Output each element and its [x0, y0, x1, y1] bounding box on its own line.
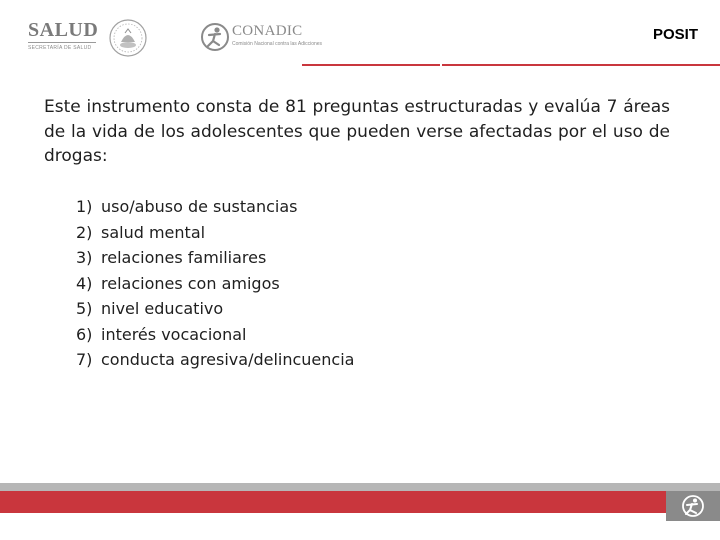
header-divider-left [302, 64, 440, 66]
area-number: 6) [76, 324, 93, 344]
area-item [76, 296, 354, 322]
footer-figure-icon [679, 494, 707, 518]
footer-bar [0, 491, 666, 513]
page-title: POSIT [652, 26, 698, 43]
salud-logo-text: SALUD [28, 19, 99, 41]
area-number: 4) [76, 273, 93, 293]
area-item [76, 220, 354, 246]
area-number: 2) [76, 222, 93, 242]
conadic-logo-text: CONADIC [232, 23, 303, 39]
area-item [76, 347, 354, 373]
intro-paragraph: Este instrumento consta de 81 preguntas estructuradas y evalúa 7 áreas de la vida de los adolescentes que pueden verse afectadas por el uso de drogas: [44, 97, 670, 166]
salud-logo [28, 20, 100, 52]
area-item [76, 271, 354, 297]
conadic-logo-subtext: Comisión Nacional contra las Adicciones [232, 41, 323, 47]
salud-logo-subtext: SECRETARÍA DE SALUD [28, 45, 92, 51]
area-label: relaciones con amigos [101, 273, 280, 293]
salud-logo-divider [28, 42, 96, 43]
conadic-logo [200, 22, 323, 52]
seal-icon [108, 18, 148, 58]
areas-list [76, 194, 354, 373]
area-number: 1) [76, 197, 93, 216]
area-label: uso/abuso de sustancias [101, 197, 298, 216]
area-item [76, 194, 354, 220]
area-label: salud mental [101, 222, 206, 242]
area-label: relaciones familiares [101, 248, 267, 267]
area-number: 3) [76, 248, 93, 267]
area-label: interés vocacional [101, 324, 247, 344]
area-item [76, 245, 354, 271]
conadic-figure-icon [200, 22, 230, 52]
area-number: 7) [76, 350, 93, 369]
area-item [76, 322, 354, 348]
header-divider-right [442, 64, 720, 66]
area-label: nivel educativo [101, 299, 224, 318]
area-number: 5) [76, 299, 93, 318]
area-label: conducta agresiva/delincuencia [101, 350, 355, 369]
footer-band [0, 483, 720, 491]
